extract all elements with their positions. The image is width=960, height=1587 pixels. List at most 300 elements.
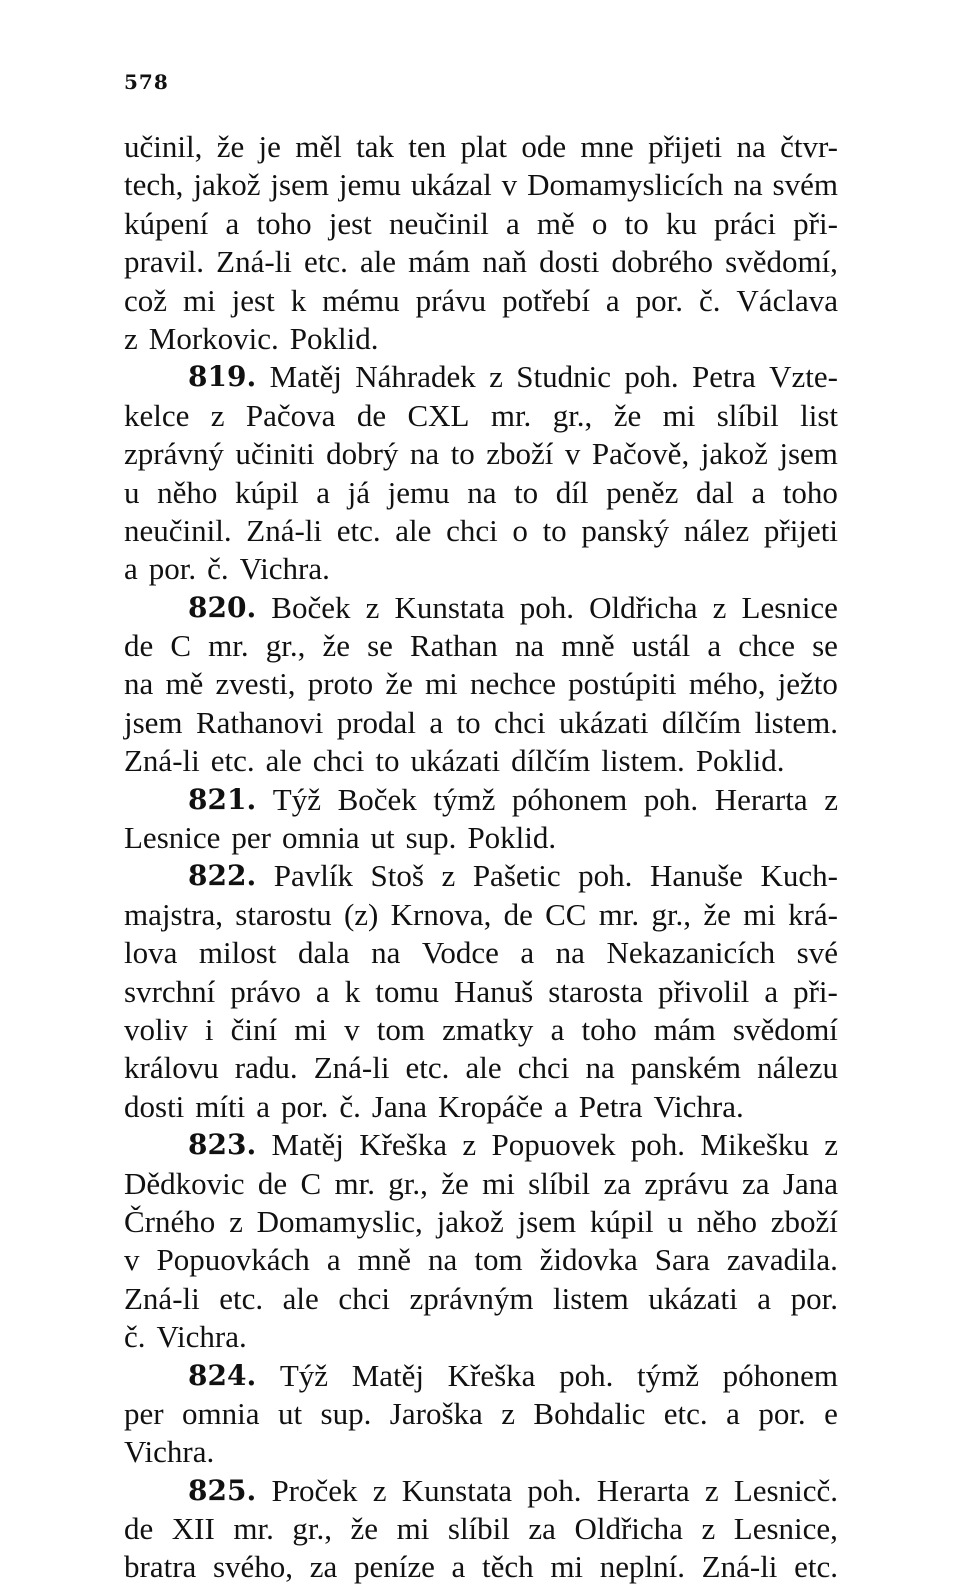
word: Proček (271, 1472, 358, 1508)
word: i (204, 1011, 214, 1047)
word: lova (124, 935, 178, 971)
word: ale (282, 1280, 319, 1316)
word: Jana (371, 1088, 427, 1124)
word: já (347, 474, 371, 510)
word: Petra (692, 359, 756, 395)
word: přivolil (658, 973, 750, 1009)
word: a (605, 282, 620, 318)
text-line (124, 934, 838, 972)
word: z (441, 858, 456, 894)
word: na (371, 935, 401, 971)
word: o (591, 205, 608, 241)
word: Nekazanicích (606, 935, 776, 971)
word: týmž (636, 1357, 699, 1393)
word: královu (124, 1050, 219, 1086)
entry-first-line (124, 1126, 838, 1164)
word: ten (408, 129, 447, 164)
entry-first-line (124, 358, 838, 396)
word: ježto (777, 666, 838, 702)
word: Pačova (245, 397, 336, 433)
word: Bohdalic (533, 1395, 646, 1431)
word: právo (230, 973, 301, 1009)
word: postúpiti (568, 666, 677, 702)
word: a (124, 551, 138, 587)
word: učinil, (124, 129, 203, 164)
word: Rathanovi (195, 704, 324, 740)
word: z (372, 1472, 387, 1508)
word: ale (395, 512, 432, 548)
word: dal (695, 474, 734, 510)
word: Oldřicha (589, 589, 698, 625)
word: krá- (788, 896, 838, 932)
word: mě (165, 666, 204, 702)
word: z (701, 1511, 716, 1547)
word: zavadila. (726, 1242, 838, 1278)
word: z (210, 397, 225, 433)
word: že (216, 129, 245, 164)
word: dílčím (511, 743, 591, 779)
word: z (712, 589, 727, 625)
text-line (124, 282, 838, 320)
word: na (736, 129, 766, 164)
word: že (385, 666, 413, 702)
word: zprávným (409, 1280, 534, 1316)
word: židovka (539, 1242, 638, 1278)
entry-first-line (124, 857, 838, 895)
word: zmatky (442, 1011, 534, 1047)
word: na (733, 167, 763, 203)
word: Hanuš (454, 973, 534, 1009)
word: nálezu (757, 1050, 838, 1086)
word: majstra, (124, 896, 223, 932)
word: Matěj (271, 1127, 344, 1163)
word: ustál (631, 628, 691, 664)
word: chci (446, 512, 498, 548)
word: Boček (271, 589, 351, 625)
word: a (764, 973, 779, 1009)
word: nález (683, 512, 750, 548)
entry-number: 823. (188, 1128, 257, 1162)
word: z (489, 359, 503, 395)
word: Domamyslic, (256, 1203, 423, 1239)
word: to (456, 704, 481, 740)
word: mr. (208, 628, 249, 664)
word: poh. (624, 359, 679, 395)
word: panském (630, 1050, 741, 1086)
word: mi (182, 282, 216, 318)
word: ukázal (410, 167, 492, 203)
word: Herarta (714, 781, 808, 817)
word: neučinil. (124, 512, 232, 548)
word: Zná-li (216, 244, 292, 280)
text-line (124, 320, 838, 358)
word: CC (545, 896, 587, 932)
word: díl (555, 474, 589, 510)
word: ale (359, 244, 397, 280)
body-text (124, 128, 838, 1587)
word: něho (157, 474, 218, 510)
word: a (554, 1088, 568, 1124)
word: za (528, 1511, 556, 1547)
word: Vzte- (769, 359, 838, 395)
word: Popuovek (491, 1127, 616, 1163)
word: v (124, 1242, 140, 1278)
word: což (124, 282, 168, 318)
word: Zná-li (313, 1050, 390, 1086)
word: jsem (270, 167, 329, 203)
word: Mikešku (700, 1127, 809, 1163)
word: činí (230, 1011, 278, 1047)
word: k (290, 282, 307, 318)
word: a (505, 205, 520, 241)
word: CXL (407, 397, 470, 433)
word: etc. (663, 1395, 708, 1431)
word: Morkovic. (148, 320, 279, 356)
word: se (812, 628, 838, 664)
word: a (707, 628, 722, 664)
word: poh. (630, 1127, 686, 1163)
word: Zná-li (124, 743, 200, 779)
word: o (512, 512, 528, 548)
word: zboží (486, 436, 554, 472)
word: ukázati (648, 1280, 738, 1316)
word: kúpil (589, 1203, 654, 1239)
word: Matěj (269, 359, 342, 395)
word: svém (772, 167, 838, 203)
word: gr., (552, 397, 593, 433)
word: přijeti (763, 512, 838, 548)
word: etc. (794, 1549, 838, 1585)
word: por. (758, 1395, 806, 1431)
word: že (613, 397, 642, 433)
word: Křeška (359, 1127, 447, 1163)
word: zvesti, (215, 666, 296, 702)
word: na (409, 436, 440, 472)
word: sup. (405, 820, 457, 856)
word: starostu (235, 896, 332, 932)
entry-number: 824. (188, 1358, 257, 1392)
word: ku (665, 205, 697, 241)
word: poh. (578, 858, 633, 894)
word: Pašetic (472, 858, 561, 894)
word: Petra (578, 1088, 643, 1124)
word: týmž (433, 781, 496, 817)
entry-first-line (124, 781, 838, 819)
entry-number: 821. (188, 782, 257, 816)
word: a (451, 1549, 466, 1585)
word: dosti (124, 1088, 185, 1124)
word: těch (481, 1549, 534, 1585)
word: se (367, 628, 393, 664)
word: svrchní (124, 973, 216, 1009)
text-line (124, 512, 838, 550)
word: své (796, 935, 838, 971)
word: tomu (375, 973, 439, 1009)
entry-number: 825. (188, 1473, 257, 1507)
word: mi (662, 397, 696, 433)
word: Lesnice (741, 589, 838, 625)
word: poh. (527, 1472, 582, 1508)
text-line (124, 1011, 838, 1049)
word: za (603, 1165, 632, 1201)
word: per (124, 1395, 164, 1431)
word: sup. (320, 1395, 372, 1431)
word: omnia (281, 820, 360, 856)
word: mi (550, 1549, 584, 1585)
word: chci (338, 1280, 390, 1316)
word: Oldřicha (574, 1511, 683, 1547)
word: Krnova, (390, 896, 492, 932)
word: Poklid. (695, 743, 785, 779)
word: čtvr- (780, 129, 838, 164)
text-line (124, 665, 838, 703)
text-line (124, 1203, 838, 1241)
word: mi (482, 1165, 515, 1201)
entry-first-line (124, 1472, 838, 1510)
word: dobrý (326, 436, 399, 472)
word: radu. (234, 1050, 298, 1086)
word: mého, (688, 666, 766, 702)
word: jsem (779, 436, 838, 472)
word: na (555, 935, 585, 971)
word: mr. (233, 1511, 274, 1547)
text-line (124, 243, 838, 281)
word: etc. (303, 244, 348, 280)
word: a (315, 973, 330, 1009)
word: Hanuše (649, 858, 743, 894)
text-line (124, 1241, 838, 1279)
word: Lesnicč. (733, 1472, 838, 1508)
word: por. (281, 1088, 329, 1124)
word: Popuovkách (156, 1242, 310, 1278)
word: omnia (182, 1395, 260, 1431)
word: na (428, 1242, 458, 1278)
word: gr., (292, 1511, 333, 1547)
word: ukázati (410, 743, 501, 779)
word: mr. (334, 1165, 375, 1201)
word: Pačově, (591, 436, 690, 472)
word: gr., (651, 896, 692, 932)
word: na (124, 666, 154, 702)
word: zprávný (124, 436, 224, 472)
word: listem. (754, 704, 838, 740)
word: na (585, 1050, 615, 1086)
word: a (751, 474, 766, 510)
word: de (124, 628, 154, 664)
word: ale (465, 1050, 502, 1086)
word: voliv (124, 1011, 188, 1047)
text-line (124, 1433, 838, 1471)
text-line (124, 973, 838, 1011)
text-line (124, 896, 838, 934)
word: peněz (606, 474, 679, 510)
word: Zná-li (246, 512, 323, 548)
word: svého, (212, 1549, 294, 1585)
word: Týž (272, 781, 321, 817)
word: neplní. (599, 1549, 685, 1585)
word: při- (793, 973, 838, 1009)
word: zprávu (644, 1165, 729, 1201)
word: Vichra. (124, 1434, 215, 1470)
word: právu (415, 282, 487, 318)
word: tak (356, 129, 394, 164)
word: plat (460, 129, 507, 164)
word: a (757, 1280, 772, 1316)
word: z (824, 781, 838, 817)
word: jest (231, 282, 275, 318)
word: z (229, 1203, 243, 1239)
word: Sara (654, 1242, 710, 1278)
word: de (503, 896, 533, 932)
word: to (514, 474, 539, 510)
word: to (542, 512, 567, 548)
word: C (300, 1165, 322, 1201)
word: prodal (336, 704, 416, 740)
word: Vichra. (653, 1088, 744, 1124)
word: jsem (124, 704, 183, 740)
word: Jana (782, 1165, 838, 1201)
word: Kropáče (438, 1088, 543, 1124)
entry-number: 820. (188, 590, 257, 624)
word: jest (328, 205, 372, 241)
text-line (124, 1049, 838, 1087)
text-line (124, 435, 838, 473)
word: mně (357, 1242, 411, 1278)
word: a (520, 935, 535, 971)
word: poh. (643, 781, 699, 817)
entry-first-line (124, 589, 838, 627)
word: jakož (193, 167, 261, 203)
word: gr., (388, 1165, 428, 1201)
word: chci (493, 704, 546, 740)
page-number: 578 (124, 70, 169, 94)
word: toho (581, 1011, 637, 1047)
word: Vichra. (156, 1319, 247, 1355)
text-line (124, 205, 838, 243)
word: etc. (405, 1050, 450, 1086)
word: ode (521, 129, 567, 164)
word: míti (195, 1088, 246, 1124)
word: že (441, 1165, 469, 1201)
word: na (514, 628, 545, 664)
word: dobrého (611, 244, 714, 280)
word: z (704, 1472, 719, 1508)
word: a (225, 205, 240, 241)
word: gr., (265, 628, 306, 664)
word: slíbil (447, 1511, 510, 1547)
word: mně (561, 628, 615, 664)
word: dala (297, 935, 350, 971)
word: učiniti (235, 436, 315, 472)
word: pravil. (124, 244, 205, 280)
word: Týž (279, 1357, 329, 1393)
word: z (462, 1127, 477, 1163)
word: neučinil (388, 205, 489, 241)
word: toho (256, 205, 312, 241)
word: u (667, 1203, 683, 1239)
word: mr. (598, 896, 640, 932)
word: tom (474, 1242, 523, 1278)
text-line (124, 1548, 838, 1586)
word: svědomí (732, 1011, 838, 1047)
word: kelce (124, 397, 190, 433)
word: list (800, 397, 838, 433)
word: z (124, 320, 138, 356)
word: por. (635, 282, 683, 318)
word: tom (376, 1011, 426, 1047)
word: Boček (337, 781, 417, 817)
word: panský (581, 512, 670, 548)
word: z (365, 589, 380, 625)
word: za (309, 1549, 338, 1585)
word: Kunstata (401, 1472, 512, 1508)
word: de (257, 1165, 288, 1201)
word: por. (148, 551, 197, 587)
word: jemu (338, 167, 401, 203)
word: poh. (519, 589, 574, 625)
word: slíbil (528, 1165, 591, 1201)
word: ukázati (558, 704, 649, 740)
entry-number: 819. (188, 360, 257, 394)
word: Poklid. (289, 320, 379, 356)
word: chci (517, 1050, 570, 1086)
word: Domamyslicích (527, 167, 724, 203)
word: a (726, 1395, 740, 1431)
word: peníze (353, 1549, 435, 1585)
word: Kuch- (760, 858, 838, 894)
word: chce (738, 628, 796, 664)
word: z (824, 1127, 838, 1163)
word: naň (482, 244, 527, 280)
word: slíbil (716, 397, 779, 433)
word: mému (322, 282, 400, 318)
word: za (742, 1165, 770, 1201)
word: ut (277, 1395, 303, 1431)
word: Matěj (351, 1357, 424, 1393)
word: bratra (124, 1549, 197, 1585)
word: Náhradek (355, 359, 476, 395)
word: starosta (548, 973, 643, 1009)
word: jemu (387, 474, 450, 510)
word: Poklid. (467, 820, 557, 856)
word: Vichra. (239, 551, 330, 587)
word: Zná-li (124, 1280, 200, 1316)
word: Vodce (421, 935, 499, 971)
word: a (326, 1242, 341, 1278)
word: na (467, 474, 497, 510)
word: v (564, 436, 581, 472)
word: něho (696, 1203, 757, 1239)
word: kúpení (124, 205, 209, 241)
word: a (316, 474, 331, 510)
word: tech, (124, 167, 184, 203)
text-line (124, 1510, 838, 1548)
word: de (356, 397, 387, 433)
word: etc. (336, 512, 381, 548)
word: mi (396, 1511, 430, 1547)
word: Herarta (596, 1472, 690, 1508)
word: mne (580, 129, 634, 164)
word: milost (198, 935, 277, 971)
word: č. (124, 1319, 146, 1355)
text-line (124, 1395, 838, 1433)
word: Václava (736, 282, 838, 318)
text-line (124, 550, 838, 588)
word: listem (552, 1280, 629, 1316)
word: ut (370, 820, 395, 856)
text-line (124, 397, 838, 435)
word: to (624, 205, 649, 241)
